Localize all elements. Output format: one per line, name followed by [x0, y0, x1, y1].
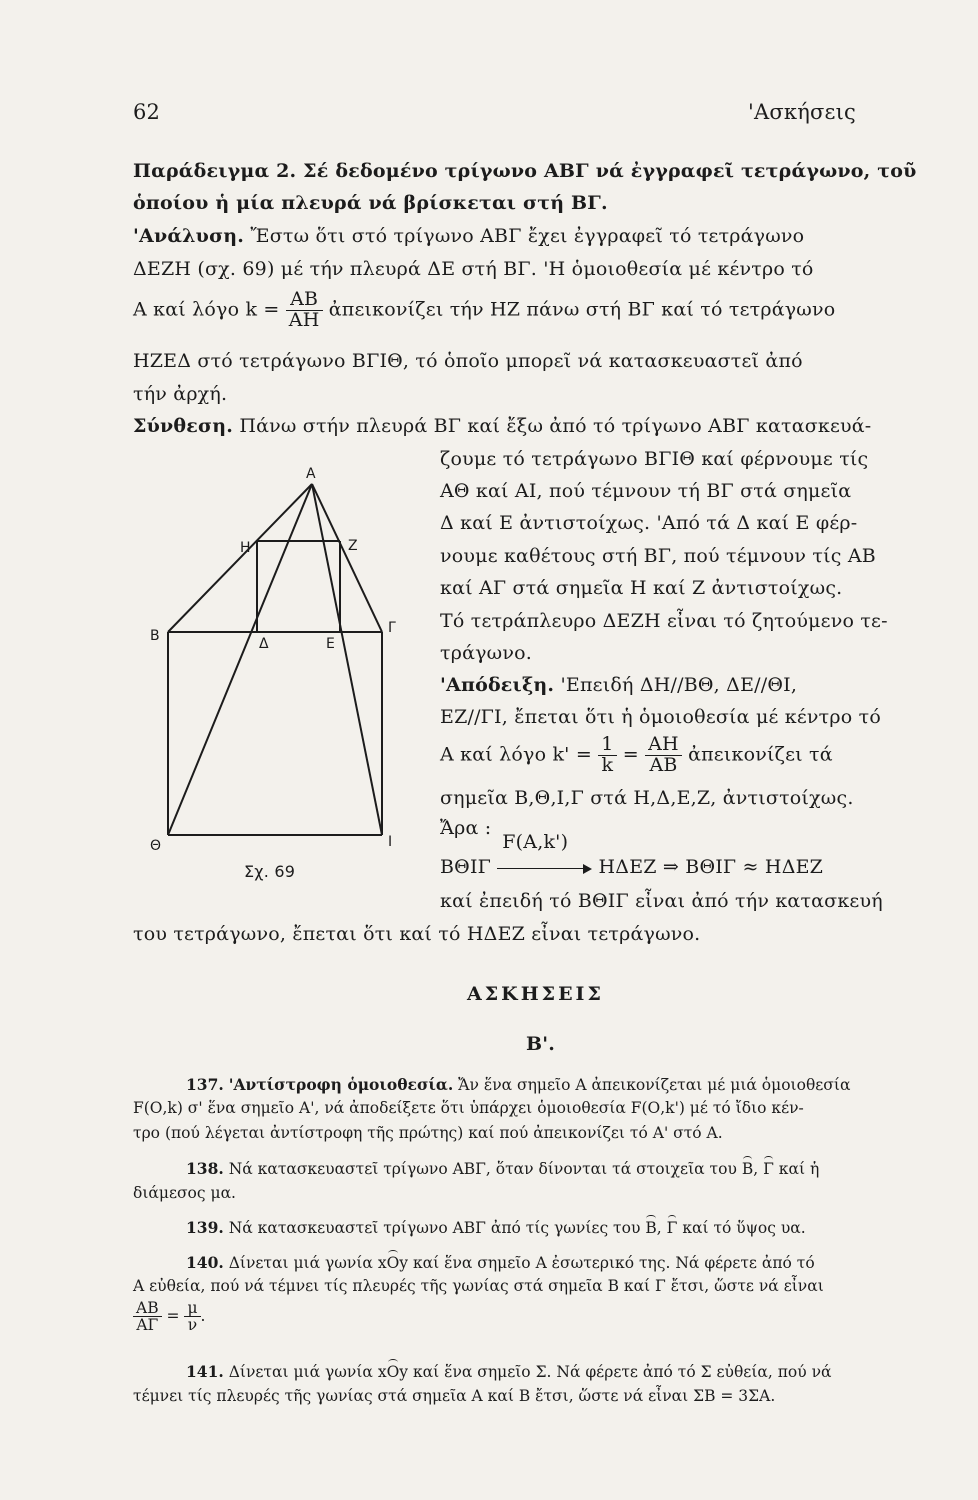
exercise-140-frac1-num: ΑΒ	[133, 1300, 162, 1317]
analysis-line2: ΔΕΖΗ (σχ. 69) μέ τήν πλευρά ΔΕ στή ΒΓ. 'Η ὁμοιοθεσία μέ κέντρο τό	[133, 258, 814, 280]
point-th-label: Θ	[150, 838, 162, 854]
exercise-141-text-post: y καί ἕνα σημεῖο Σ. Νά φέρετε ἀπό τό Σ εὐθεία, πού νά	[399, 1363, 832, 1381]
exercise-140-frac2-num: μ	[184, 1300, 200, 1317]
synthesis-line4: Δ καί Ε ἀντιστοίχως. 'Από τά Δ καί Ε φέρ-	[440, 512, 858, 534]
proof-line3	[440, 735, 833, 776]
exercise-141-number: 141.	[186, 1362, 224, 1381]
synthesis-line7: Τό τετράπλευρο ΔΕΖΗ εἶναι τό ζητούμενο τε-	[440, 610, 888, 632]
proof-text3-pre: Α καί λόγο k' =	[440, 743, 592, 766]
exercise-140-line1	[186, 1253, 815, 1272]
exercise-139-text-pre: Νά κατασκευαστεῖ τρίγωνο ΑΒΓ ἀπό τίς γωνίες του	[228, 1219, 641, 1237]
exercise-137-number: 137.	[186, 1075, 224, 1094]
angle-g-hat-139: Γ	[666, 1219, 678, 1237]
analysis-text3-pre: Α καί λόγο k =	[133, 298, 280, 321]
proof-text1: 'Επειδή ΔΗ//ΒΘ, ΔΕ//ΘΙ,	[560, 674, 798, 696]
exercise-138-line1	[186, 1159, 819, 1178]
exercise-138-line2: διάμεσος μα.	[133, 1184, 236, 1202]
point-d-label: Δ	[259, 636, 269, 652]
ratio-numerator: ΑΒ	[286, 290, 323, 311]
exercise-139-number: 139.	[186, 1218, 224, 1237]
arrow-shaft	[497, 868, 586, 869]
mapping-arrow-label: F(Α,k')	[502, 831, 569, 853]
segment-ag	[312, 484, 382, 632]
point-e-label: Ε	[326, 636, 335, 652]
exercise-140-text-post: y καί ἕνα σημεῖο Α ἐσωτερικό της. Νά φέρετε ἀπό τό	[399, 1254, 815, 1272]
angle-g-hat: Γ	[763, 1160, 774, 1178]
exercise-140-fraction2	[184, 1300, 200, 1334]
exercise-138-text1: Νά κατασκευαστεῖ τρίγωνο ΑΒΓ, ὅταν δίνονται τά στοιχεῖα του	[228, 1160, 737, 1178]
point-h-label: Η	[240, 540, 251, 556]
angle-b-hat: Β	[741, 1160, 754, 1178]
length-ratio-fraction	[645, 735, 682, 776]
length-ratio-denominator: ΑΒ	[649, 753, 678, 776]
point-a-label: Α	[306, 466, 316, 482]
exercise-140-frac2-den: ν	[187, 1316, 198, 1335]
exercise-138-number: 138.	[186, 1159, 224, 1178]
proof-line2: ΕΖ//ΓΙ, ἔπεται ὅτι ἡ ὁμοιοθεσία μέ κέντρο τό	[440, 706, 881, 728]
length-ratio-numerator: ΑΗ	[645, 735, 682, 756]
mapping-left: ΒΘΙΓ	[440, 856, 492, 878]
segment-ai	[312, 484, 382, 835]
figure-69	[130, 460, 430, 890]
exercise-140-equals: =	[166, 1306, 180, 1325]
ratio-fraction	[286, 290, 323, 331]
mapping-line	[440, 831, 824, 878]
analysis-label: 'Ανάλυση.	[133, 225, 245, 247]
exercise-140-fraction1	[133, 1300, 162, 1334]
example-title-line1: Παράδειγμα 2. Σέ δεδομένο τρίγωνο ΑΒΓ νά ἐγγραφεῖ τετράγωνο, τοῦ	[133, 160, 917, 182]
synthesis-line3: ΑΘ καί ΑΙ, πού τέμνουν τή ΒΓ στά σημεῖα	[440, 480, 852, 502]
exercise-139-text-post: καί τό ὕψος υα.	[682, 1219, 806, 1237]
running-title: 'Ασκήσεις	[748, 100, 856, 124]
synthesis-line2: ζουμε τό τετράγωνο ΒΓΙΘ καί φέρνουμε τίς	[440, 448, 869, 470]
exercise-140-text-pre: Δίνεται μιά γωνία x	[228, 1254, 387, 1272]
exercise-140-formula	[133, 1300, 205, 1334]
synthesis-text1: Πάνω στήν πλευρά ΒΓ καί ἔξω ἀπό τό τρίγωνο ΑΒΓ κατασκευά-	[239, 415, 872, 437]
exercise-140-dot: .	[200, 1306, 206, 1325]
proof-line5: Ἄρα :	[440, 817, 492, 839]
angle-xoy-hat: Ο	[386, 1254, 400, 1272]
exercise-141-line2: τέμνει τίς πλευρές τῆς γωνίας στά σημεῖα Α καί Β ἔτσι, ὥστε νά εἶναι ΣΒ = 3ΣΑ.	[133, 1387, 776, 1405]
point-z-label: Ζ	[348, 538, 358, 554]
exercise-139-line1	[186, 1218, 806, 1237]
analysis-line1	[133, 225, 804, 247]
page-number: 62	[133, 100, 161, 124]
exercise-140-number: 140.	[186, 1253, 224, 1272]
proof-line1	[440, 674, 797, 696]
angle-xoy-hat-141: Ο	[386, 1363, 400, 1381]
segment-ath	[168, 484, 312, 835]
analysis-line3	[133, 290, 835, 331]
analysis-text3-post: ἀπεικονίζει τήν ΗΖ πάνω στή ΒΓ καί τό τετράγωνο	[328, 298, 836, 321]
segment-ab	[168, 484, 312, 632]
mapping-arrow	[497, 831, 592, 875]
proof-text3-post: ἀπεικονίζει τά	[688, 743, 833, 766]
exercise-137-text1: Ἄν ἕνα σημεῖο Α ἀπεικονίζεται μέ μιά ὁμοιοθεσία	[458, 1076, 851, 1094]
ratio-denominator: ΑΗ	[288, 308, 320, 331]
exercises-heading: ΑΣΚΗΣΕΙΣ	[467, 983, 604, 1005]
synthesis-line5: νουμε καθέτους στή ΒΓ, πού τέμνουν τίς ΑΒ	[440, 545, 876, 567]
synthesis-line8: τράγωνο.	[440, 642, 532, 664]
inverse-ratio-denominator: k	[601, 753, 614, 776]
proof-line8: του τετράγωνο, ἔπεται ὅτι καί τό ΗΔΕΖ εἶναι τετράγωνο.	[133, 923, 701, 945]
synthesis-label: Σύνθεση.	[133, 415, 234, 437]
exercise-141-line1	[186, 1362, 832, 1381]
proof-line7: καί ἐπειδή τό ΒΘΙΓ εἶναι ἀπό τήν κατασκευή	[440, 890, 883, 912]
proof-equals: =	[622, 743, 639, 766]
point-g-label: Γ	[388, 620, 396, 636]
exercise-137-line2: F(Ο,k) σ' ἕνα σημεῖο Α', νά ἀποδείξετε ὅτι ὑπάρχει ὁμοιοθεσία F(Ο,k') μέ τό ἴδιο κέν-	[133, 1099, 804, 1117]
point-b-label: Β	[150, 628, 160, 644]
proof-label: 'Απόδειξη.	[440, 674, 555, 696]
inverse-ratio-numerator: 1	[598, 735, 616, 756]
figure-caption: Σχ. 69	[244, 862, 296, 881]
arrow-head-icon	[583, 864, 592, 874]
exercise-138-text1-post: καί ἡ	[778, 1160, 820, 1178]
exercise-137-line3: τρο (πού λέγεται ἀντίστροφη τῆς πρώτης) καί πού ἀπεικονίζει τό Α' στό Α.	[133, 1124, 723, 1142]
point-i-label: Ι	[388, 834, 393, 850]
angle-b-hat-139: Β	[645, 1219, 657, 1237]
synthesis-line6: καί ΑΓ στά σημεῖα Η καί Ζ ἀντιστοίχως.	[440, 577, 843, 599]
inverse-ratio-fraction	[598, 735, 616, 776]
exercise-138-comma: ,	[753, 1160, 759, 1178]
analysis-text1: Ἔστω ὅτι στό τρίγωνο ΑΒΓ ἔχει ἐγγραφεῖ τό τετράγωνο	[250, 225, 805, 247]
exercise-139-comma: ,	[656, 1219, 662, 1237]
mapping-right: ΗΔΕΖ ⇒ ΒΘΙΓ ≈ ΗΔΕΖ	[598, 856, 824, 878]
analysis-line4: ΗΖΕΔ στό τετράγωνο ΒΓΙΘ, τό ὁποῖο μπορεῖ νά κατασκευαστεῖ ἀπό	[133, 350, 803, 372]
exercise-140-line2: Α εὐθεία, πού νά τέμνει τίς πλευρές τῆς γωνίας στά σημεῖα Β καί Γ ἔτσι, ὥστε νά εἶναι	[133, 1277, 824, 1295]
exercise-140-frac1-den: ΑΓ	[136, 1316, 159, 1335]
exercise-137-line1	[186, 1075, 850, 1094]
exercise-137-title: 'Αντίστροφη ὁμοιοθεσία.	[228, 1075, 454, 1094]
example-title-line2: ὁποίου ἡ μία πλευρά νά βρίσκεται στή ΒΓ.	[133, 192, 608, 214]
exercise-141-text-pre: Δίνεται μιά γωνία x	[228, 1363, 387, 1381]
synthesis-line1	[133, 415, 871, 437]
proof-line4: σημεῖα Β,Θ,Ι,Γ στά Η,Δ,Ε,Ζ, ἀντιστοίχως.	[440, 787, 854, 809]
analysis-line5: τήν ἀρχή.	[133, 383, 228, 405]
exercises-subheading: Β'.	[526, 1033, 556, 1055]
